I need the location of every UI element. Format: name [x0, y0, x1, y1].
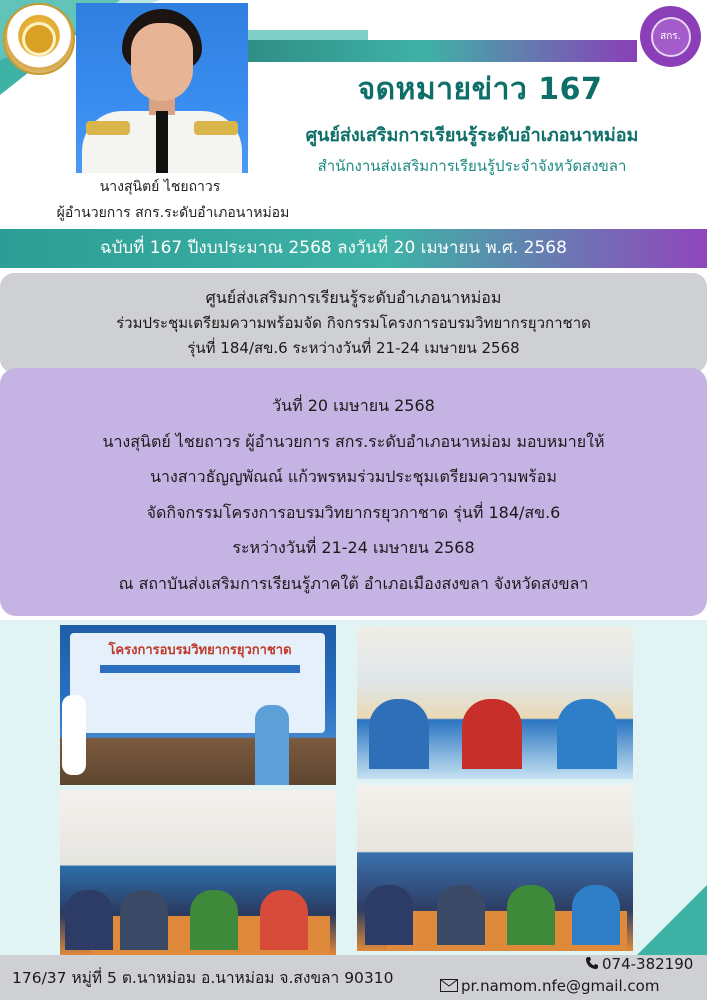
header-accent-stripe	[248, 30, 368, 40]
body-line: ระหว่างวันที่ 21-24 เมษายน 2568	[232, 538, 475, 557]
email-address: pr.namom.nfe@gmail.com	[461, 977, 660, 995]
news-body-box	[0, 368, 707, 616]
footer-email	[440, 977, 707, 996]
parent-organization-name: สำนักงานส่งเสริมการเรียนรู้ประจำจังหวัดสงขลา	[317, 157, 627, 175]
skr-logo	[637, 3, 704, 70]
headline-line-3: รุ่นที่ 184/สข.6 ระหว่างวันที่ 21-24 เมษายน 2568	[187, 339, 520, 357]
headline-line-1: ศูนย์ส่งเสริมการเรียนรู้ระดับอำเภอนาหม่อม	[205, 288, 502, 307]
director-name: นางสุนิตย์ ไชยถาวร	[99, 179, 221, 195]
event-photo-banner	[60, 625, 336, 785]
phone-number: 074-382190	[602, 955, 694, 973]
body-line: ณ สถาบันส่งเสริมการเรียนรู้ภาคใต้ อำเภอเมืองสงขลา จังหวัดสงขลา	[118, 573, 589, 593]
event-photo-meeting-3	[357, 785, 633, 951]
event-photo-meeting-1	[357, 627, 633, 779]
skr-logo-text: สกร.	[651, 17, 691, 57]
event-photo-meeting-2	[60, 790, 336, 956]
director-position: ผู้อำนวยการ สกร.ระดับอำเภอนาหม่อม	[56, 205, 290, 221]
body-line: นางสาวธัญญพัณณ์ แก้วพรหมร่วมประชุมเตรียมความพร้อม	[150, 467, 557, 486]
corner-decoration-bottom	[637, 885, 707, 955]
ministry-emblem-logo	[3, 3, 75, 75]
photo-banner-title: โครงการอบรมวิทยากรยุวกาชาด	[108, 643, 292, 658]
footer-address: 176/37 หมู่ที่ 5 ต.นาหม่อม อ.นาหม่อม จ.สงขลา 90310	[12, 969, 394, 987]
body-line: นางสุนิตย์ ไชยถาวร ผู้อำนวยการ สกร.ระดับอำเภอนาหม่อม มอบหมายให้	[102, 431, 605, 451]
mail-icon	[440, 978, 458, 996]
organization-name: ศูนย์ส่งเสริมการเรียนรู้ระดับอำเภอนาหม่อม	[305, 125, 639, 146]
headline-box	[0, 273, 707, 373]
body-line: จัดกิจกรรมโครงการอบรมวิทยากรยุวกาชาด รุ่นที่ 184/สข.6	[146, 502, 561, 522]
director-portrait	[76, 3, 248, 173]
body-line: วันที่ 20 เมษายน 2568	[272, 396, 435, 415]
issue-info-bar: ฉบับที่ 167 ปีงบประมาณ 2568 ลงวันที่ 20 เมษายน พ.ศ. 2568	[0, 229, 707, 268]
newsletter-title: จดหมายข่าว 167	[357, 72, 603, 107]
footer-phone	[585, 955, 707, 974]
headline-line-2: ร่วมประชุมเตรียมความพร้อมจัด กิจกรรมโครงการอบรมวิทยากรยุวกาชาด	[116, 314, 591, 332]
header-gradient-band	[248, 40, 638, 62]
phone-icon	[585, 956, 599, 974]
